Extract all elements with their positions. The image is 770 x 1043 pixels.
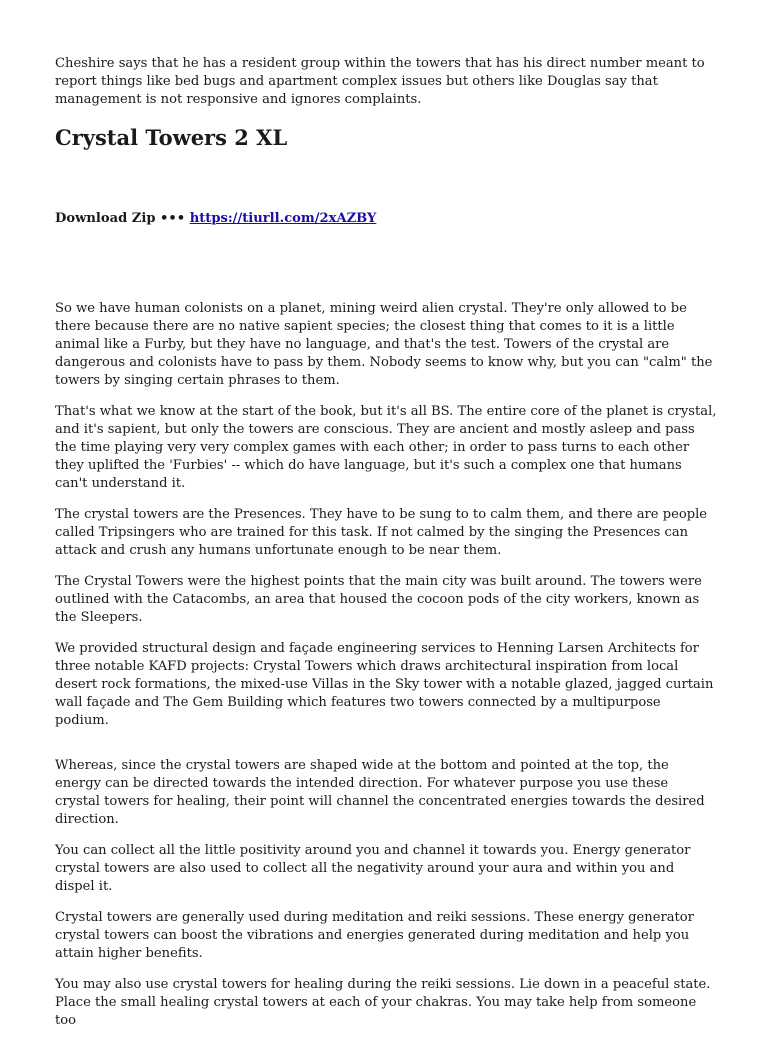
blank-space bbox=[55, 743, 717, 757]
download-link[interactable]: https://tiurll.com/2xAZBY bbox=[189, 211, 377, 226]
body-paragraph: Whereas, since the crystal towers are shaped wide at the bottom and pointed at the top, the energy can be directed towards the intended direction. For whatever purpose you use these crystal towers for healing, their point will channel the concentrated energies towards the desired direction. bbox=[55, 758, 705, 827]
download-line bbox=[55, 210, 717, 228]
body-paragraph: The Crystal Towers were the highest points that the main city was built around. The towers were outlined with the Catacombs, an area that housed the cocoon pods of the city workers, known as the Sleepers. bbox=[55, 574, 702, 625]
body-paragraph: That's what we know at the start of the book, but it's all BS. The entire core of the planet is crystal, and it's sapient, but only the towers are conscious. They are ancient and mostly asleep and pass the time playing very very complex games with each other; in order to pass turns to each other they uplifted the 'Furbies' -- which do have language, but it's such a complex one that humans can't understand it. bbox=[55, 404, 717, 491]
document-page bbox=[55, 55, 717, 1043]
body-paragraph: Crystal towers are generally used during meditation and reiki sessions. These energy generator crystal towers can boost the vibrations and energies generated during meditation and help you attain higher benefits. bbox=[55, 910, 694, 961]
blank-space bbox=[55, 228, 717, 300]
intro-paragraph: Cheshire says that he has a resident group within the towers that has his direct number meant to report things like bed bugs and apartment complex issues but others like Douglas say that management is not responsive and ignores complaints. bbox=[55, 56, 705, 107]
body-paragraph: The crystal towers are the Presences. They have to be sung to to calm them, and there are people called Tripsingers who are trained for this task. If not calmed by the singing the Presences can attack and crush any humans unfortunate enough to be near them. bbox=[55, 507, 708, 558]
body-paragraph: You may also use crystal towers for healing during the reiki sessions. Lie down in a peaceful state. Place the small healing crystal towers at each of your chakras. You may take help from someone too bbox=[55, 977, 711, 1028]
page-title: Crystal Towers 2 XL bbox=[55, 125, 288, 150]
body-paragraph: We provided structural design and façade engineering services to Henning Larsen Architects for three notable KAFD projects: Crystal Towers which draws architectural inspiration from local desert rock formations, the mixed-use Villas in the Sky tower with a notable glazed, jagged curtain wall façade and The Gem Building which features two towers connected by a multipurpose podium. bbox=[55, 641, 714, 728]
download-label: Download Zip ••• bbox=[55, 211, 186, 226]
body-paragraph: You can collect all the little positivity around you and channel it towards you. Energy generator crystal towers are also used to collect all the negativity around your aura and within you and dispel it. bbox=[55, 843, 691, 894]
body-paragraph: So we have human colonists on a planet, mining weird alien crystal. They're only allowed to be there because there are no native sapient species; the closest thing that comes to it is a little animal like a Furby, but they have no language, and that's the test. Towers of the crystal are dangerous and colonists have to pass by them. Nobody seems to know why, but you can "calm" the towers by singing certain phrases to them. bbox=[55, 301, 713, 388]
